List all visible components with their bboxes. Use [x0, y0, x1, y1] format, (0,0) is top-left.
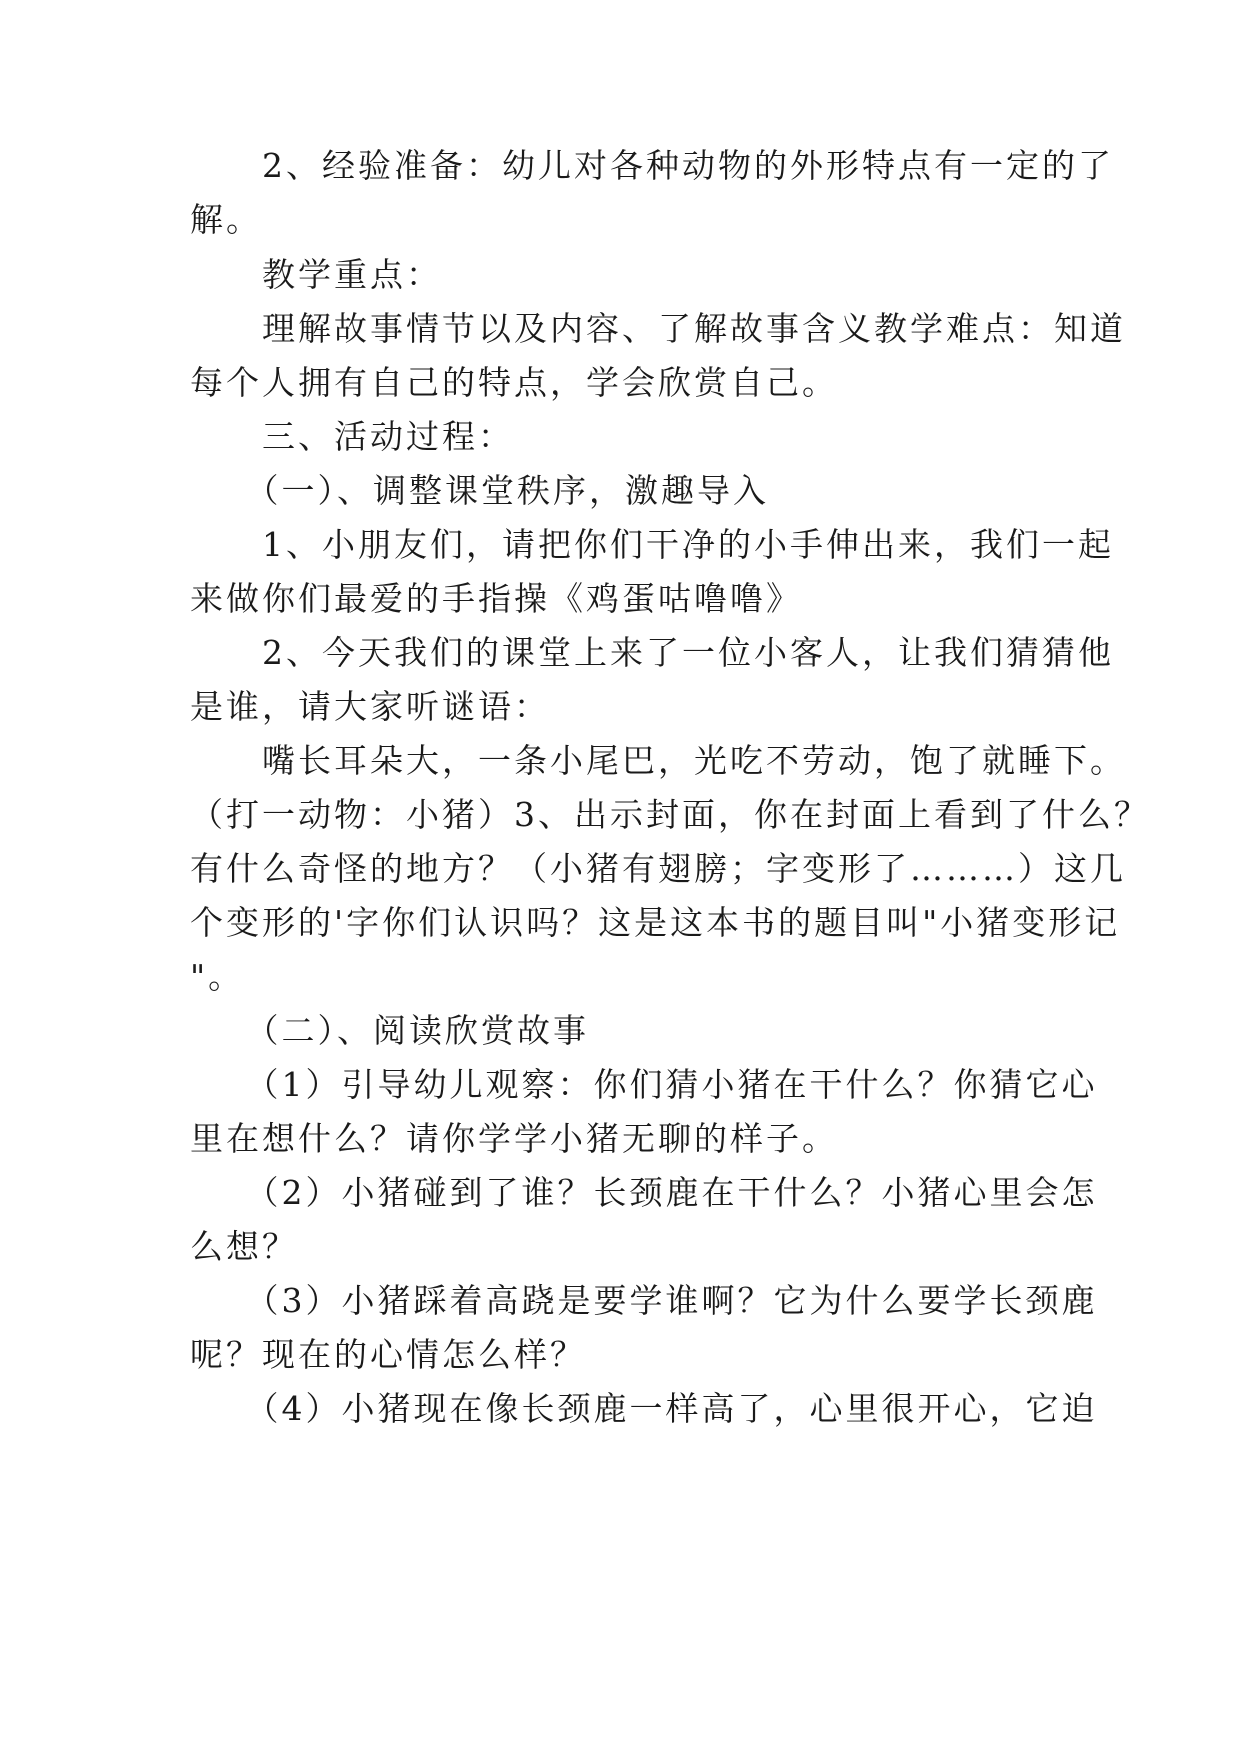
text-line: 每个人拥有自己的特点，学会欣赏自己。	[190, 363, 838, 402]
text-line: （1）引导幼儿观察：你们猜小猪在干什么？你猜它心	[190, 1065, 1098, 1104]
text-line: （二）、阅读欣赏故事	[190, 1011, 589, 1050]
text-line: 教学重点：	[190, 255, 442, 294]
text-line: 么想？	[190, 1227, 298, 1266]
text-line: （2）小猪碰到了谁？长颈鹿在干什么？小猪心里会怎	[190, 1173, 1098, 1212]
text-line: 理解故事情节以及内容、了解故事含义教学难点：知道	[190, 309, 1126, 348]
text-line: 2、经验准备：幼儿对各种动物的外形特点有一定的了	[190, 146, 1114, 185]
text-line: 里在想什么？请你学学小猪无聊的样子。	[190, 1119, 838, 1158]
text-line: （打一动物：小猪）3、出示封面，你在封面上看到了什么？	[190, 795, 1150, 834]
text-line: 1、小朋友们，请把你们干净的小手伸出来，我们一起	[190, 525, 1114, 564]
text-line: "。	[190, 957, 245, 996]
text-line: 有什么奇怪的地方？（小猪有翅膀；字变形了………）这几	[190, 849, 1126, 888]
text-line: 来做你们最爱的手指操《鸡蛋咕噜噜》	[190, 579, 802, 618]
text-line: 解。	[190, 200, 262, 239]
text-line: （3）小猪踩着高跷是要学谁啊？它为什么要学长颈鹿	[190, 1281, 1098, 1320]
text-line: 嘴长耳朵大，一条小尾巴，光吃不劳动，饱了就睡下。	[190, 741, 1126, 780]
text-line: （4）小猪现在像长颈鹿一样高了，心里很开心，它迫	[190, 1389, 1098, 1428]
text-line: 呢？现在的心情怎么样？	[190, 1335, 586, 1374]
text-line: 2、今天我们的课堂上来了一位小客人，让我们猜猜他	[190, 633, 1114, 672]
text-line: 个变形的'字你们认识吗？这是这本书的题目叫"小猪变形记	[190, 903, 1121, 942]
text-line: （一）、调整课堂秩序，激趣导入	[190, 471, 769, 510]
text-line: 是谁，请大家听谜语：	[190, 687, 550, 726]
text-line: 三、活动过程：	[190, 417, 514, 456]
